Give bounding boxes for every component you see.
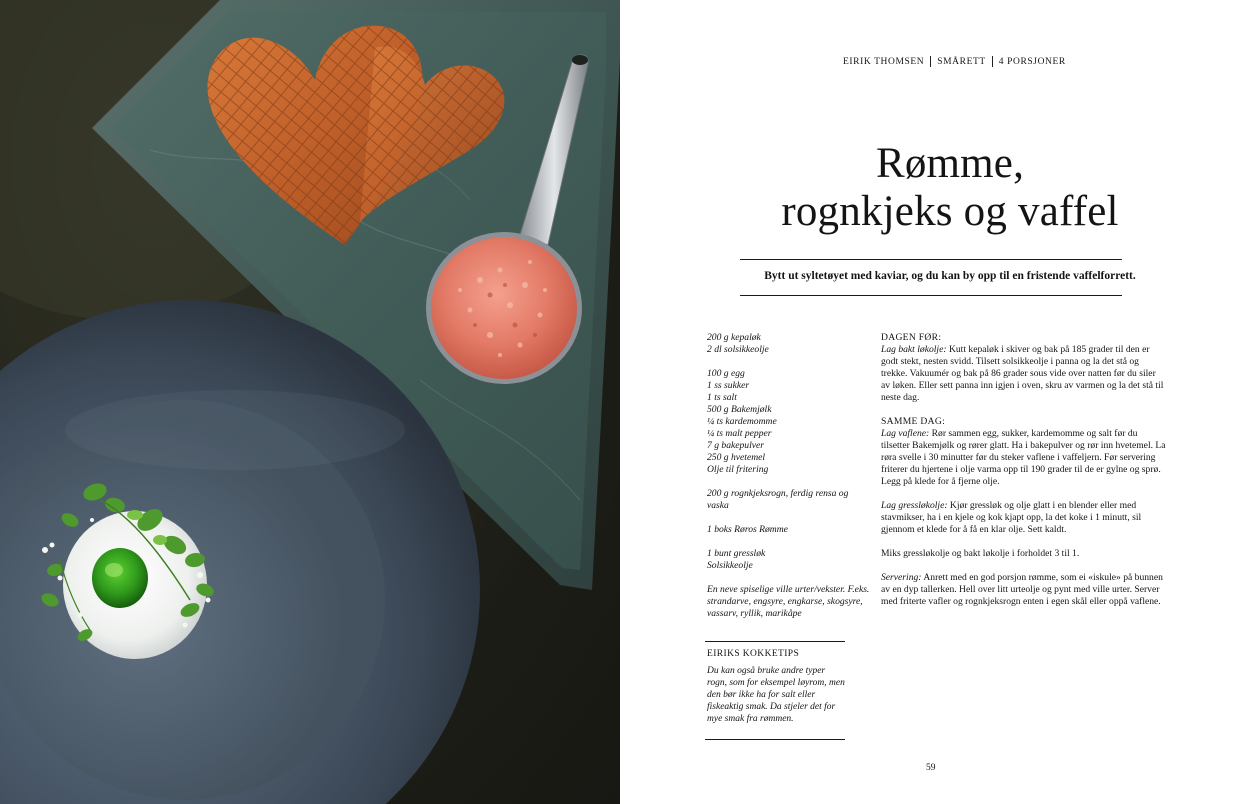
- ingredient: Olje til fritering: [707, 464, 769, 475]
- ingredient: 100 g egg: [707, 368, 745, 379]
- ingredient: 2 dl solsikkeolje: [707, 344, 769, 355]
- page-number: 59: [926, 763, 936, 773]
- onion-oil-step: [881, 344, 1166, 404]
- lede-rule: [740, 295, 1122, 296]
- ingredient: Solsikkeolje: [707, 560, 753, 571]
- method-same-day: [881, 416, 1166, 488]
- waffle-step: [881, 428, 1166, 488]
- day-before-heading: DAGEN FØR:: [881, 332, 942, 343]
- title-line-2: rognkjeks og vaffel: [781, 188, 1119, 235]
- ingredient: 1 boks Røros Rømme: [707, 524, 788, 535]
- tips-heading: EIRIKS KOKKETIPS: [707, 649, 800, 659]
- step-label: Lag gressløkolje:: [881, 500, 948, 511]
- step-text: Rør sammen egg, sukker, kardemomme og salt før du tilsetter Bakemjølk og rører glatt. Ha i bakepulver og rør inn hvetemel. La røra svelle i 30 minutter før du steker vaflene i vaffeljern. Før servering friterer du hjertene i olje varma opp til 190 grader til de er gylne og sprø. Legg på klede for å fjerne olje.: [881, 428, 1166, 487]
- meta-divider: [992, 56, 993, 67]
- ingredient: 1 bunt gressløk: [707, 548, 766, 559]
- recipe-title: [700, 140, 1200, 236]
- ingredient-group: [707, 332, 872, 356]
- mix-step: Miks gressløkolje og bakt løkolje i forholdet 3 til 1.: [881, 548, 1080, 559]
- ingredient: ¼ ts malt pepper: [707, 428, 772, 439]
- step-text: Anrett med en god porsjon rømme, som ei «iskule» på bunnen av en dyp tallerken. Hell over litt urteolje og pynt med ville urter. Server med friterte vafler og rognkjeksrogn enten i egen skål eller oppå vaflene.: [881, 572, 1163, 607]
- ingredient: 1 ts salt: [707, 392, 737, 403]
- serving-step: [881, 572, 1166, 608]
- tips-bottom-rule: [705, 739, 845, 740]
- title-rule: [740, 259, 1122, 260]
- method-day-before: [881, 332, 1166, 404]
- ingredient: 1 ss sukker: [707, 380, 750, 391]
- step-label: Servering:: [881, 572, 922, 583]
- title-line-1: Rømme,: [875, 140, 1025, 187]
- ingredient: 200 g rognkjeksrogn, ferdig rensa og vaska: [707, 488, 849, 511]
- ingredient-group: [707, 368, 872, 476]
- ingredient: 250 g hvetemel: [707, 452, 766, 463]
- author: EIRIK THOMSEN: [843, 56, 925, 67]
- recipe-meta: [843, 56, 1066, 67]
- meta-divider: [930, 56, 931, 67]
- tips-body: Du kan også bruke andre typer rogn, som for eksempel løyrom, men den bør ikke ha for salt eller fiskeaktig smak. Da stjeler det for mye smak fra rømmen.: [707, 666, 845, 724]
- ingredients-list: [707, 332, 872, 632]
- step-text: Kutt kepaløk i skiver og bak på 185 grader til den er godt stekt, nesten svidd. Tilsett solsikkeolje i panna og la det stå og trekke. Vakuumér og bak på 86 grader sous vide over natten før du siler av løken. Eller sett panna inn igjen i oven, skru av varmen og la det stå til neste dag.: [881, 344, 1164, 403]
- same-day-heading: SAMME DAG:: [881, 416, 946, 427]
- chefs-tips: [705, 641, 845, 725]
- lede: Bytt ut syltetøyet med kaviar, og du kan by opp til en fristende vaffelforrett.: [764, 270, 1136, 282]
- step-label: Lag vaflene:: [881, 428, 930, 439]
- ingredient: ¼ ts kardemomme: [707, 416, 777, 427]
- portions: 4 PORSJONER: [998, 56, 1066, 67]
- ingredient-group: [707, 548, 872, 572]
- category: SMÅRETT: [937, 56, 986, 67]
- chive-oil-step: [881, 500, 1166, 536]
- method: [881, 332, 1166, 620]
- ingredient: En neve spiselige ville urter/vekster. F.eks. strandarve, engsyre, engkarse, skogsyre, vassarv, ryllik, marikåpe: [707, 584, 870, 619]
- ingredient: 7 g bakepulver: [707, 440, 765, 451]
- step-label: Lag bakt løkolje:: [881, 344, 947, 355]
- ingredient: 200 g kepaløk: [707, 332, 761, 343]
- step-text: Kjør gressløk og olje glatt i en blender eller med stavmikser, ha i en kjele og kok kjapt opp, la det koke i 1 minutt, sil gjennom et klede for å få en klar olje. Sett kaldt.: [881, 500, 1142, 535]
- ingredient: 500 g Bakemjølk: [707, 404, 772, 415]
